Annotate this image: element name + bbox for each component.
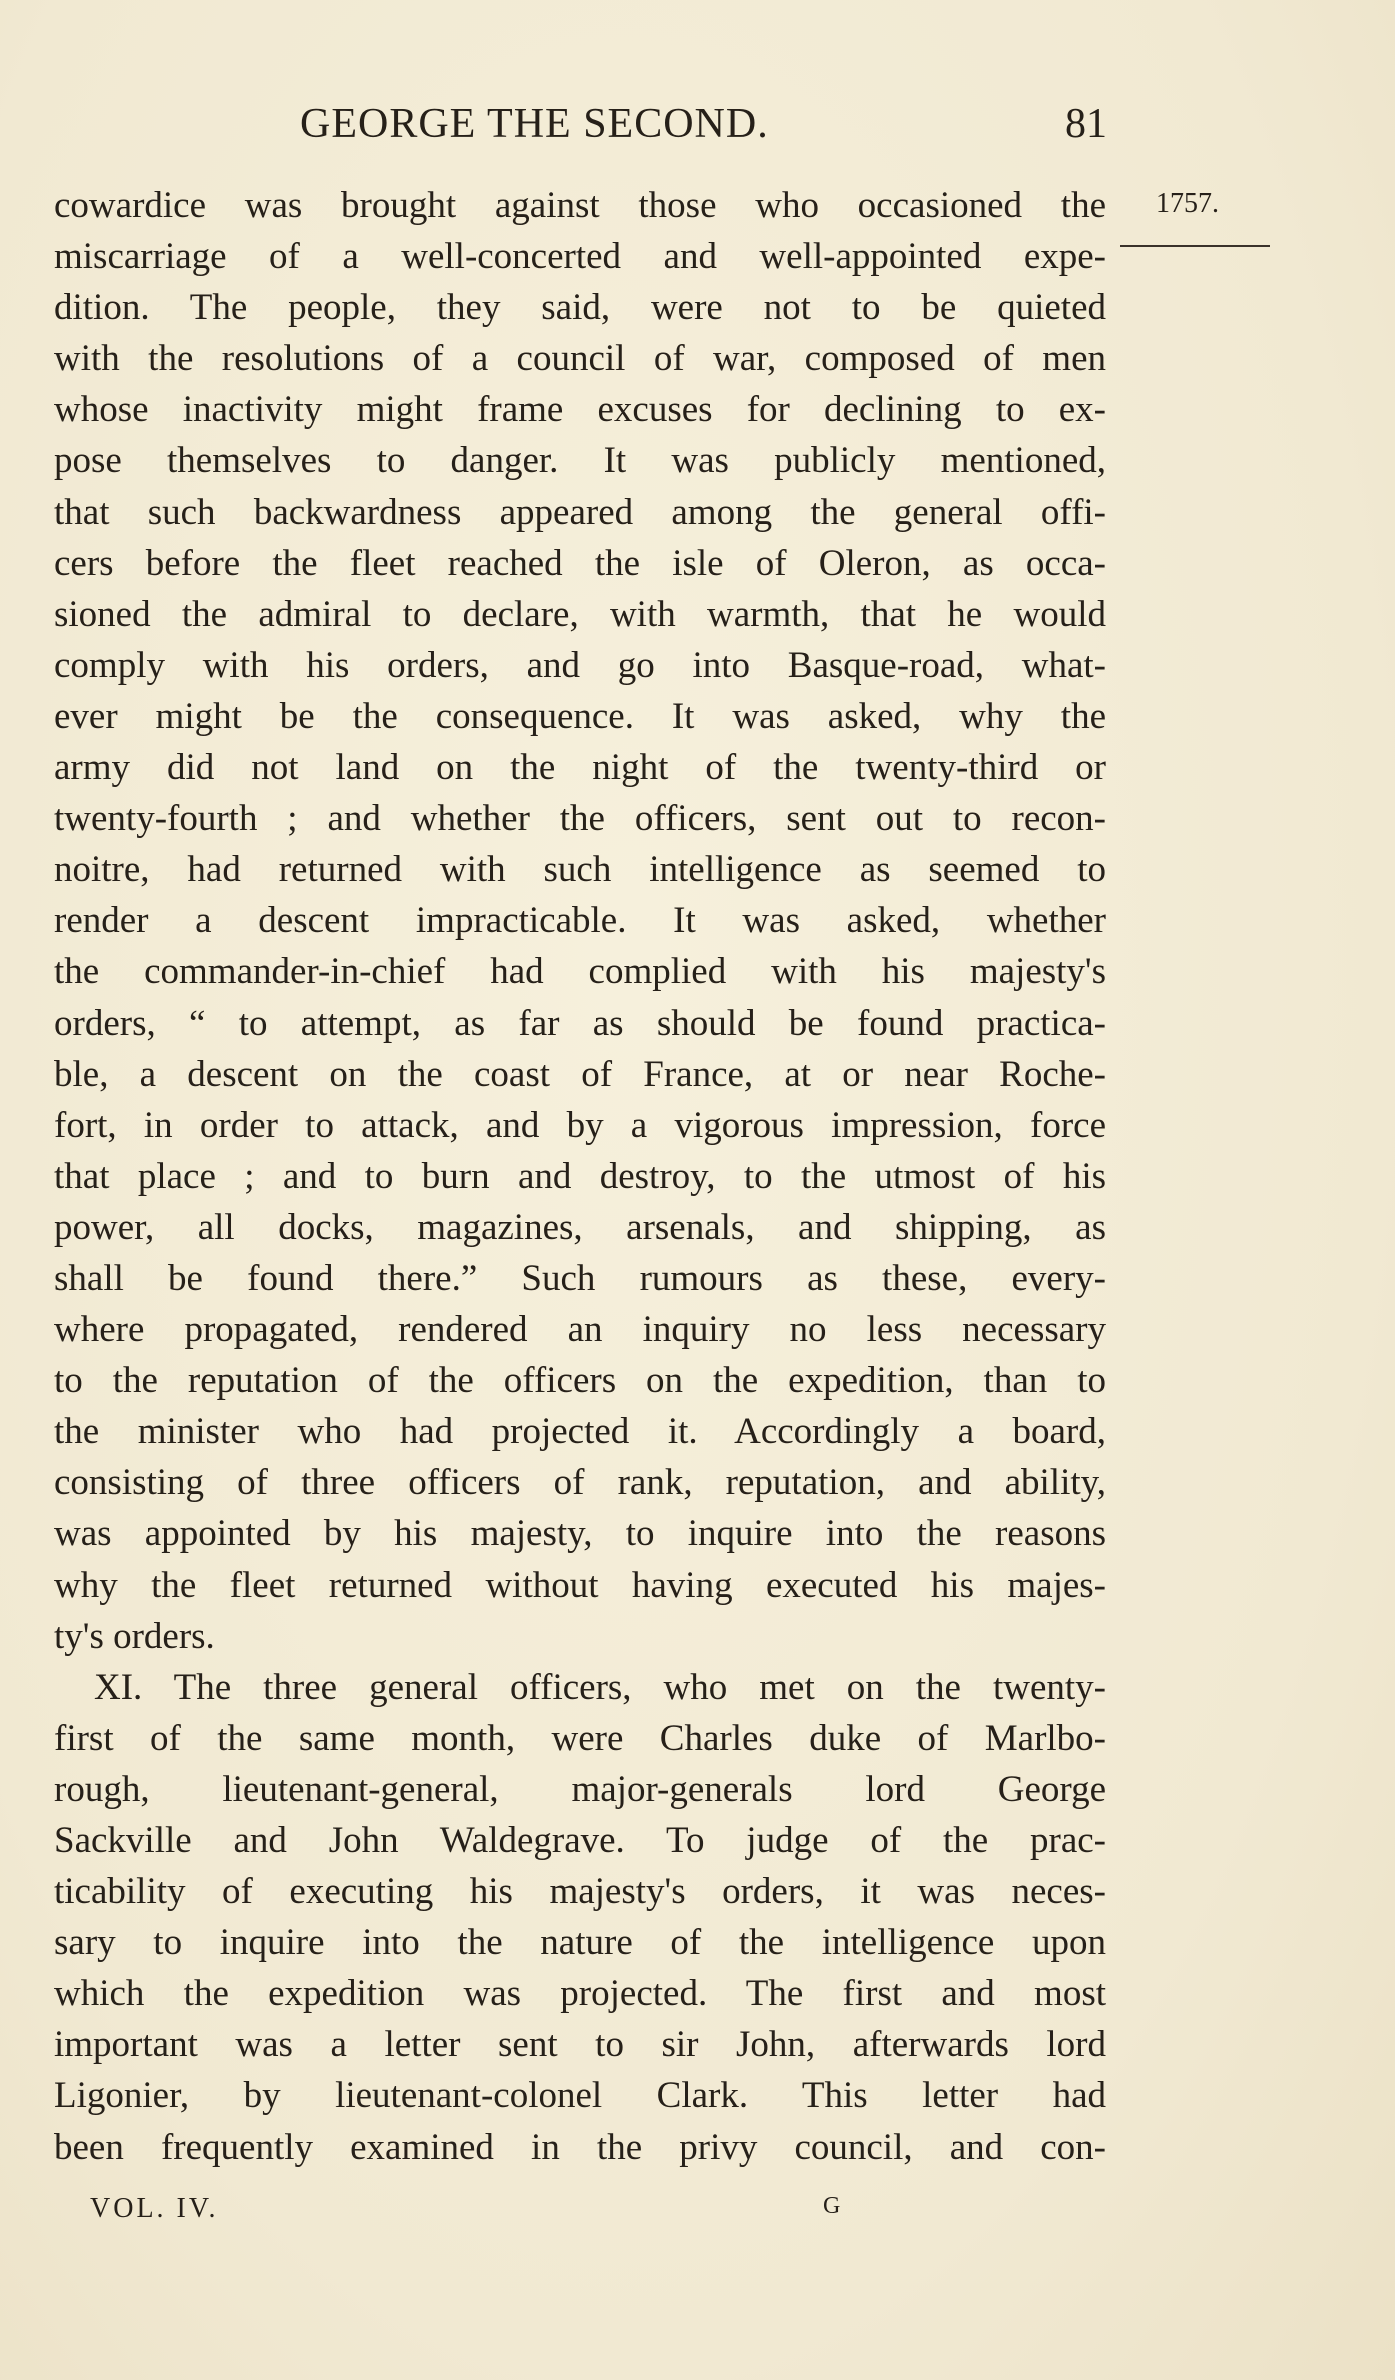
text-line: sary to inquire into the nature of the intelligence upon	[54, 1922, 1106, 1964]
text-line: important was a letter sent to sir John, afterwards lord	[54, 2024, 1106, 2066]
text-line: Ligonier, by lieutenant-colonel Clark. This letter had	[54, 2075, 1106, 2117]
text-line: consisting of three officers of rank, reputation, and ability,	[54, 1462, 1106, 1504]
text-line: why the fleet returned without having executed his majes-	[54, 1564, 1106, 1606]
volume-label: VOL. IV.	[90, 2193, 219, 2224]
text-line: ever might be the consequence. It was asked, why the	[54, 695, 1106, 737]
body-text	[54, 180, 1106, 2173]
text-line: to the reputation of the officers on the expedition, than to	[54, 1360, 1106, 1402]
text-line: twenty-fourth ; and whether the officers, sent out to recon-	[54, 798, 1106, 840]
text-line: was appointed by his majesty, to inquire into the reasons	[54, 1513, 1106, 1555]
text-line: sioned the admiral to declare, with warmth, that he would	[54, 593, 1106, 635]
running-title: GEORGE THE SECOND.	[300, 101, 769, 147]
text-line: shall be found there.” Such rumours as these, every-	[54, 1257, 1106, 1299]
text-line: that such backwardness appeared among the general offi-	[54, 491, 1106, 533]
text-line: where propagated, rendered an inquiry no less necessary	[54, 1309, 1106, 1351]
margin-rule	[1120, 245, 1270, 247]
text-line: XI. The three general officers, who met on the twenty-	[94, 1666, 1106, 1708]
text-line: comply with his orders, and go into Basque-road, what-	[54, 644, 1106, 686]
signature-mark: G	[823, 2193, 841, 2219]
text-line: ty's orders.	[54, 1615, 215, 1657]
text-line: rough, lieutenant-general, major-generals lord George	[54, 1768, 1106, 1810]
text-line: with the resolutions of a council of war, composed of men	[54, 338, 1106, 380]
margin-year-note: 1757.	[1156, 188, 1219, 219]
text-line: ble, a descent on the coast of France, at or near Roche-	[54, 1053, 1106, 1095]
text-line: first of the same month, were Charles duke of Marlbo-	[54, 1717, 1106, 1759]
text-line: dition. The people, they said, were not to be quieted	[54, 287, 1106, 329]
text-line: power, all docks, magazines, arsenals, and shipping, as	[54, 1206, 1106, 1248]
text-line: miscarriage of a well-concerted and well-appointed expe-	[54, 236, 1106, 278]
page-footer	[90, 2193, 990, 2233]
text-line: noitre, had returned with such intelligence as seemed to	[54, 849, 1106, 891]
page-header	[50, 100, 1107, 160]
text-line: render a descent impracticable. It was asked, whether	[54, 900, 1106, 942]
text-line: cowardice was brought against those who occasioned the	[54, 185, 1106, 226]
text-line: the minister who had projected it. Accordingly a board,	[54, 1411, 1106, 1453]
text-line: which the expedition was projected. The first and most	[54, 1973, 1106, 2015]
text-line: pose themselves to danger. It was publicly mentioned,	[54, 440, 1106, 482]
text-line: fort, in order to attack, and by a vigorous impression, force	[54, 1104, 1106, 1146]
text-line: that place ; and to burn and destroy, to the utmost of his	[54, 1155, 1106, 1197]
page-number: 81	[1065, 101, 1107, 147]
text-line: Sackville and John Waldegrave. To judge of the prac-	[54, 1820, 1106, 1861]
text-line: cers before the fleet reached the isle of Oleron, as occa-	[54, 542, 1106, 584]
text-line: been frequently examined in the privy council, and con-	[54, 2126, 1106, 2168]
text-line: orders, “ to attempt, as far as should be found practica-	[54, 1002, 1106, 1044]
text-line: ticability of executing his majesty's orders, it was neces-	[54, 1871, 1106, 1913]
text-line: army did not land on the night of the twenty-third or	[54, 747, 1106, 789]
text-line: the commander-in-chief had complied with his majesty's	[54, 951, 1106, 993]
text-line: whose inactivity might frame excuses for declining to ex-	[54, 389, 1106, 431]
